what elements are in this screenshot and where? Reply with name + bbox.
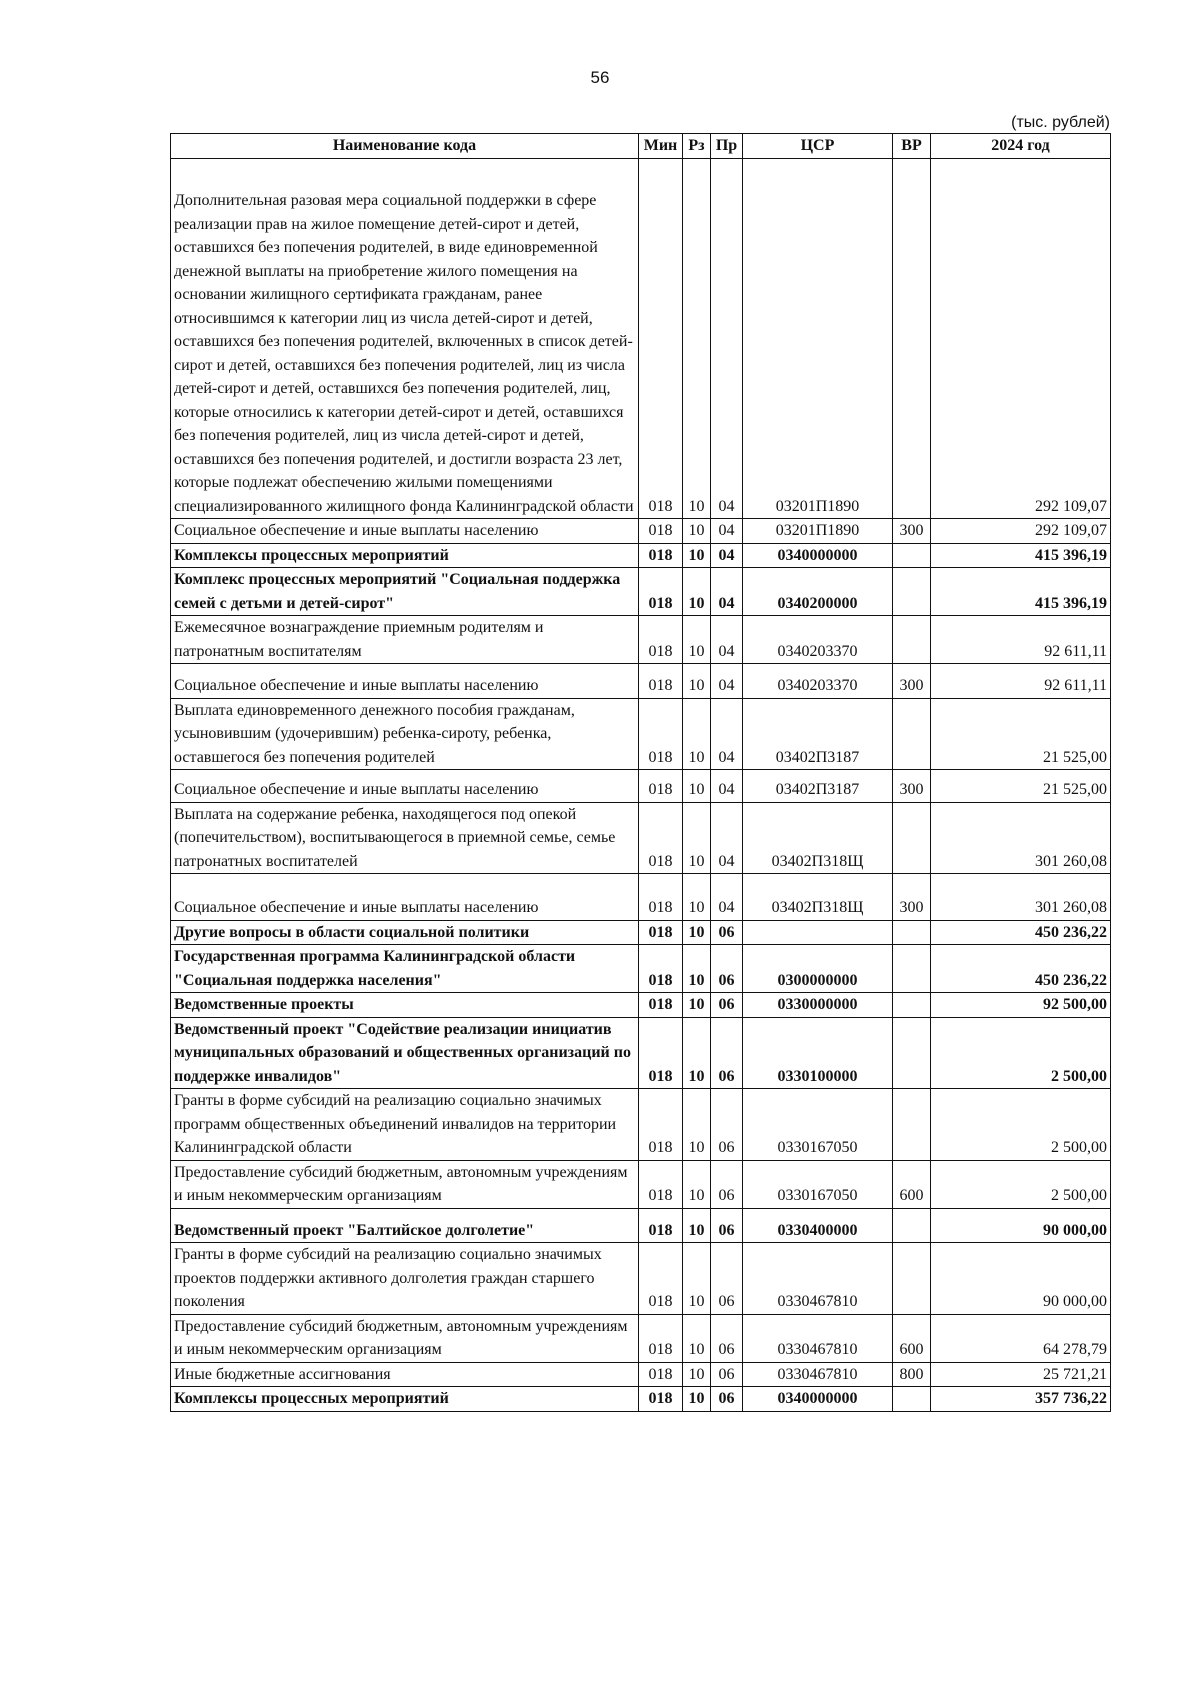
cell-name: Другие вопросы в области социальной политики — [171, 920, 639, 945]
cell-min: 018 — [639, 519, 683, 544]
cell-vr: 600 — [893, 1314, 931, 1362]
cell-csr: 0300000000 — [743, 945, 893, 993]
cell-min: 018 — [639, 1208, 683, 1243]
cell-csr: 03402П318Щ — [743, 802, 893, 874]
cell-rz: 10 — [683, 519, 711, 544]
cell-csr: 0330400000 — [743, 1208, 893, 1243]
cell-name: Ведомственный проект "Содействие реализации инициатив муниципальных образований и общественных организаций по поддержке инвалидов" — [171, 1017, 639, 1089]
cell-csr: 03201П1890 — [743, 519, 893, 544]
table-row — [171, 1362, 1111, 1387]
cell-rz: 10 — [683, 568, 711, 616]
cell-name: Гранты в форме субсидий на реализацию социально значимых программ общественных объединений инвалидов на территории Калининградской области — [171, 1089, 639, 1161]
cell-name: Ежемесячное вознаграждение приемным родителям и патронатным воспитателям — [171, 616, 639, 664]
cell-pr: 04 — [711, 519, 743, 544]
cell-csr: 0340000000 — [743, 1387, 893, 1412]
table-row — [171, 159, 1111, 519]
cell-min: 018 — [639, 770, 683, 803]
cell-csr: 0340200000 — [743, 568, 893, 616]
cell-rz: 10 — [683, 945, 711, 993]
cell-csr: 0340000000 — [743, 543, 893, 568]
header-pr: Пр — [711, 134, 743, 159]
cell-rz: 10 — [683, 1160, 711, 1208]
cell-rz: 10 — [683, 920, 711, 945]
cell-vr: 800 — [893, 1362, 931, 1387]
cell-pr: 06 — [711, 1208, 743, 1243]
cell-name: Предоставление субсидий бюджетным, автономным учреждениям и иным некоммерческим организациям — [171, 1160, 639, 1208]
table-row — [171, 1387, 1111, 1412]
cell-pr: 06 — [711, 1362, 743, 1387]
table-row — [171, 993, 1111, 1018]
cell-rz: 10 — [683, 616, 711, 664]
cell-name: Социальное обеспечение и иные выплаты населению — [171, 519, 639, 544]
table-row — [171, 920, 1111, 945]
cell-vr — [893, 616, 931, 664]
cell-pr: 04 — [711, 664, 743, 699]
cell-vr — [893, 698, 931, 770]
cell-pr: 04 — [711, 874, 743, 921]
cell-vr: 300 — [893, 770, 931, 803]
cell-sum: 90 000,00 — [931, 1243, 1111, 1315]
cell-name: Выплата единовременного денежного пособия гражданам, усыновившим (удочерившим) ребенка-сироту, ребенка, оставшегося без попечения родителей — [171, 698, 639, 770]
cell-csr: 0330167050 — [743, 1089, 893, 1161]
cell-rz: 10 — [683, 664, 711, 699]
cell-pr: 04 — [711, 770, 743, 803]
cell-csr: 0340203370 — [743, 616, 893, 664]
cell-min: 018 — [639, 920, 683, 945]
cell-rz: 10 — [683, 698, 711, 770]
table-row — [171, 1089, 1111, 1161]
cell-rz: 10 — [683, 1362, 711, 1387]
cell-csr: 0330000000 — [743, 993, 893, 1018]
cell-name: Выплата на содержание ребенка, находящегося под опекой (попечительством), воспитывающегося в приемной семье, семье патронатных воспитателей — [171, 802, 639, 874]
header-min: Мин — [639, 134, 683, 159]
cell-name: Государственная программа Калининградской области "Социальная поддержка населения" — [171, 945, 639, 993]
cell-csr: 03402П318Щ — [743, 874, 893, 921]
cell-rz: 10 — [683, 1387, 711, 1412]
cell-pr: 06 — [711, 1314, 743, 1362]
cell-vr — [893, 920, 931, 945]
cell-rz: 10 — [683, 993, 711, 1018]
cell-csr: 03201П1890 — [743, 159, 893, 519]
cell-rz: 10 — [683, 802, 711, 874]
cell-min: 018 — [639, 1017, 683, 1089]
cell-pr: 06 — [711, 993, 743, 1018]
cell-vr — [893, 1243, 931, 1315]
cell-min: 018 — [639, 698, 683, 770]
table-row — [171, 1017, 1111, 1089]
cell-min: 018 — [639, 1243, 683, 1315]
cell-sum: 450 236,22 — [931, 945, 1111, 993]
cell-vr — [893, 543, 931, 568]
cell-sum: 2 500,00 — [931, 1017, 1111, 1089]
cell-sum: 415 396,19 — [931, 568, 1111, 616]
cell-sum: 92 500,00 — [931, 993, 1111, 1018]
table-row — [171, 945, 1111, 993]
cell-vr — [893, 993, 931, 1018]
cell-pr: 04 — [711, 698, 743, 770]
cell-min: 018 — [639, 945, 683, 993]
table-row — [171, 1243, 1111, 1315]
cell-sum: 2 500,00 — [931, 1160, 1111, 1208]
cell-pr: 04 — [711, 543, 743, 568]
header-year: 2024 год — [931, 134, 1111, 159]
cell-min: 018 — [639, 874, 683, 921]
cell-pr: 06 — [711, 1387, 743, 1412]
cell-sum: 415 396,19 — [931, 543, 1111, 568]
cell-vr — [893, 1208, 931, 1243]
cell-vr — [893, 1017, 931, 1089]
cell-csr: 0340203370 — [743, 664, 893, 699]
cell-sum: 21 525,00 — [931, 770, 1111, 803]
cell-min: 018 — [639, 993, 683, 1018]
cell-min: 018 — [639, 1089, 683, 1161]
cell-vr: 300 — [893, 874, 931, 921]
cell-name: Иные бюджетные ассигнования — [171, 1362, 639, 1387]
cell-sum: 92 611,11 — [931, 616, 1111, 664]
cell-vr: 300 — [893, 519, 931, 544]
cell-sum: 2 500,00 — [931, 1089, 1111, 1161]
table-row — [171, 874, 1111, 921]
cell-vr: 600 — [893, 1160, 931, 1208]
cell-vr — [893, 945, 931, 993]
cell-min: 018 — [639, 1314, 683, 1362]
cell-name: Дополнительная разовая мера социальной поддержки в сфере реализации прав на жилое помещение детей-сирот и детей, оставшихся без попечения родителей, в виде единовременной денежной выплаты на приобретение жилого помещения на основании жилищного сертификата гражданам, ранее относившимся к категории лиц из числа детей-сирот и детей, оставшихся без попечения родителей, включенных в список детей-сирот и детей, оставшихся без попечения родителей, лиц из числа детей-сирот и детей, оставшихся без попечения родителей, лиц, которые относились к категории детей-сирот и детей, оставшихся без попечения родителей, лиц из числа детей-сирот и детей, оставшихся без попечения родителей, и достигли возраста 23 лет, которые подлежат обеспечению жилыми помещениями специализированного жилищного фонда Калининградской области — [171, 159, 639, 519]
cell-pr: 06 — [711, 920, 743, 945]
cell-name: Ведомственный проект "Балтийское долголетие" — [171, 1208, 639, 1243]
cell-pr: 06 — [711, 1243, 743, 1315]
cell-pr: 04 — [711, 802, 743, 874]
table-row — [171, 519, 1111, 544]
table-row — [171, 770, 1111, 803]
cell-min: 018 — [639, 802, 683, 874]
cell-csr: 0330467810 — [743, 1243, 893, 1315]
cell-csr: 0330167050 — [743, 1160, 893, 1208]
cell-pr: 06 — [711, 1017, 743, 1089]
table-row — [171, 698, 1111, 770]
cell-name: Ведомственные проекты — [171, 993, 639, 1018]
header-csr: ЦСР — [743, 134, 893, 159]
units-label: (тыс. рублей) — [1011, 114, 1110, 131]
cell-name: Гранты в форме субсидий на реализацию социально значимых проектов поддержки активного долголетия граждан старшего поколения — [171, 1243, 639, 1315]
table-header-row — [171, 134, 1111, 159]
cell-rz: 10 — [683, 874, 711, 921]
cell-pr: 06 — [711, 1089, 743, 1161]
cell-min: 018 — [639, 543, 683, 568]
cell-csr: 0330100000 — [743, 1017, 893, 1089]
cell-pr: 04 — [711, 616, 743, 664]
cell-sum: 21 525,00 — [931, 698, 1111, 770]
cell-csr: 03402П3187 — [743, 770, 893, 803]
cell-vr — [893, 568, 931, 616]
cell-min: 018 — [639, 1387, 683, 1412]
cell-sum: 292 109,07 — [931, 159, 1111, 519]
cell-pr: 06 — [711, 945, 743, 993]
cell-min: 018 — [639, 159, 683, 519]
cell-min: 018 — [639, 568, 683, 616]
cell-pr: 04 — [711, 568, 743, 616]
table-row — [171, 1160, 1111, 1208]
cell-name: Социальное обеспечение и иные выплаты населению — [171, 664, 639, 699]
cell-sum: 64 278,79 — [931, 1314, 1111, 1362]
cell-csr: 0330467810 — [743, 1362, 893, 1387]
cell-rz: 10 — [683, 1243, 711, 1315]
cell-vr — [893, 1089, 931, 1161]
table-row — [171, 1314, 1111, 1362]
cell-rz: 10 — [683, 1089, 711, 1161]
cell-pr: 06 — [711, 1160, 743, 1208]
cell-sum: 357 736,22 — [931, 1387, 1111, 1412]
header-rz: Рз — [683, 134, 711, 159]
cell-min: 018 — [639, 616, 683, 664]
cell-pr: 04 — [711, 159, 743, 519]
cell-rz: 10 — [683, 770, 711, 803]
cell-name: Комплексы процессных мероприятий — [171, 1387, 639, 1412]
cell-csr — [743, 920, 893, 945]
table-row — [171, 543, 1111, 568]
cell-rz: 10 — [683, 1208, 711, 1243]
cell-min: 018 — [639, 1362, 683, 1387]
table-row — [171, 802, 1111, 874]
cell-vr — [893, 159, 931, 519]
budget-table — [170, 133, 1111, 1412]
cell-min: 018 — [639, 664, 683, 699]
cell-min: 018 — [639, 1160, 683, 1208]
cell-vr — [893, 802, 931, 874]
cell-name: Социальное обеспечение и иные выплаты населению — [171, 770, 639, 803]
cell-rz: 10 — [683, 1017, 711, 1089]
cell-csr: 03402П3187 — [743, 698, 893, 770]
cell-sum: 450 236,22 — [931, 920, 1111, 945]
header-vr: ВР — [893, 134, 931, 159]
table-row — [171, 1208, 1111, 1243]
cell-csr: 0330467810 — [743, 1314, 893, 1362]
cell-rz: 10 — [683, 543, 711, 568]
cell-name: Социальное обеспечение и иные выплаты населению — [171, 874, 639, 921]
header-name: Наименование кода — [171, 134, 639, 159]
cell-sum: 92 611,11 — [931, 664, 1111, 699]
cell-sum: 25 721,21 — [931, 1362, 1111, 1387]
cell-sum: 301 260,08 — [931, 874, 1111, 921]
cell-sum: 90 000,00 — [931, 1208, 1111, 1243]
cell-sum: 301 260,08 — [931, 802, 1111, 874]
cell-name: Предоставление субсидий бюджетным, автономным учреждениям и иным некоммерческим организациям — [171, 1314, 639, 1362]
cell-rz: 10 — [683, 159, 711, 519]
cell-name: Комплексы процессных мероприятий — [171, 543, 639, 568]
cell-rz: 10 — [683, 1314, 711, 1362]
cell-name: Комплекс процессных мероприятий "Социальная поддержка семей с детьми и детей-сирот" — [171, 568, 639, 616]
table-row — [171, 568, 1111, 616]
cell-vr: 300 — [893, 664, 931, 699]
page-number: 56 — [590, 68, 610, 87]
table-row — [171, 664, 1111, 699]
table-row — [171, 616, 1111, 664]
cell-vr — [893, 1387, 931, 1412]
cell-sum: 292 109,07 — [931, 519, 1111, 544]
